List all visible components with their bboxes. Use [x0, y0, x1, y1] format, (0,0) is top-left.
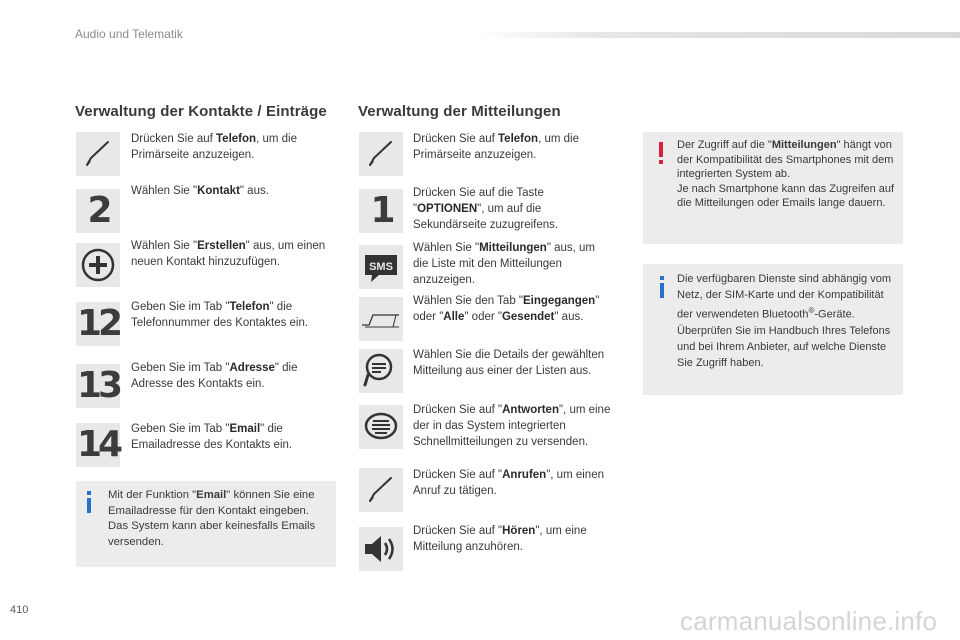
svg-text:SMS: SMS [369, 261, 393, 273]
step-text: Wählen Sie den Tab "Eingegangen" oder "Alle" oder "Gesendet" aus. [413, 295, 600, 323]
step-number-12: 12 [76, 303, 120, 344]
running-header: Audio und Telematik [75, 27, 183, 41]
info-note [76, 481, 336, 567]
speaker-icon [359, 527, 403, 571]
info-note-text: Mit der Funktion "Email" können Sie eine Emailadresse für den Kontakt eingeben. Das System kann aber keinesfalls Emails versenden. [108, 489, 316, 548]
warning-note-text: Der Zugriff auf die "Mitteilungen" hängt von der Kompatibilität des Smartphones mit dem integrierten System ab. Je nach Smartphone kann das Zugreifen auf die Mitteilungen oder Emails lange dauern. [677, 139, 895, 209]
step-number-2: 2 [76, 189, 120, 233]
step-text: Wählen Sie "Kontakt" aus. [131, 185, 269, 197]
step-text: Drücken Sie auf Telefon, um die Primärseite anzuzeigen. [131, 133, 297, 161]
step-text: Geben Sie im Tab "Telefon" die Telefonnummer des Kontaktes ein. [131, 301, 309, 329]
info-icon [657, 276, 667, 298]
step-number-13: 13 [76, 365, 120, 406]
section-title-messages: Verwaltung der Mitteilungen [358, 103, 561, 120]
pen-icon [359, 468, 403, 512]
step-text: Drücken Sie auf "Antworten", um eine der in das System integrierten Schnellmitteilungen zu versenden. [413, 404, 611, 448]
info-icon [84, 491, 94, 513]
warning-note [643, 132, 903, 244]
step-text: Wählen Sie "Erstellen" aus, um einen neuen Kontakt hinzuzufügen. [131, 240, 326, 268]
step-text: Drücken Sie auf die Taste "OPTIONEN", um auf die Sekundärseite zuzugreifens. [413, 187, 559, 231]
step-text: Wählen Sie "Mitteilungen" aus, um die Liste mit den Mitteilungen anzuzeigen. [413, 242, 595, 286]
step-text: Drücken Sie auf "Anrufen", um einen Anruf zu tätigen. [413, 469, 604, 497]
header-rule [478, 32, 960, 38]
reply-message-icon [359, 405, 403, 449]
pen-icon [76, 132, 120, 176]
plus-circle-icon [76, 243, 120, 287]
step-text: Drücken Sie auf "Hören", um eine Mitteilung anzuhören. [413, 525, 587, 553]
step-text: Wählen Sie die Details der gewählten Mitteilung aus einer der Listen aus. [413, 349, 605, 377]
step-number-1: 1 [359, 189, 403, 233]
section-title-contacts: Verwaltung der Kontakte / Einträge [75, 103, 327, 120]
step-text: Geben Sie im Tab "Email" die Emailadresse des Kontakts ein. [131, 423, 293, 451]
step-text: Geben Sie im Tab "Adresse" die Adresse des Kontakts ein. [131, 362, 298, 390]
warning-icon [657, 142, 665, 166]
sms-icon [359, 245, 403, 289]
step-number-14: 14 [76, 424, 120, 465]
step-text: Drücken Sie auf Telefon, um die Primärseite anzuzeigen. [413, 133, 579, 161]
info-note [643, 264, 903, 395]
pen-icon [359, 132, 403, 176]
tab-icon [359, 297, 403, 341]
info-note-text: Die verfügbaren Dienste sind abhängig vom Netz, der SIM-Karte und der Kompatibilität der verwendeten Bluetooth®-Geräte. Überprüfen Sie im Handbuch Ihres Telefons und bei Ihrem Anbieter, auf welche Dienste Sie Zugriff haben. [677, 273, 892, 369]
page-number: 410 [10, 604, 29, 616]
message-details-icon [359, 349, 403, 393]
watermark: carmanualsonline.info [680, 606, 938, 636]
